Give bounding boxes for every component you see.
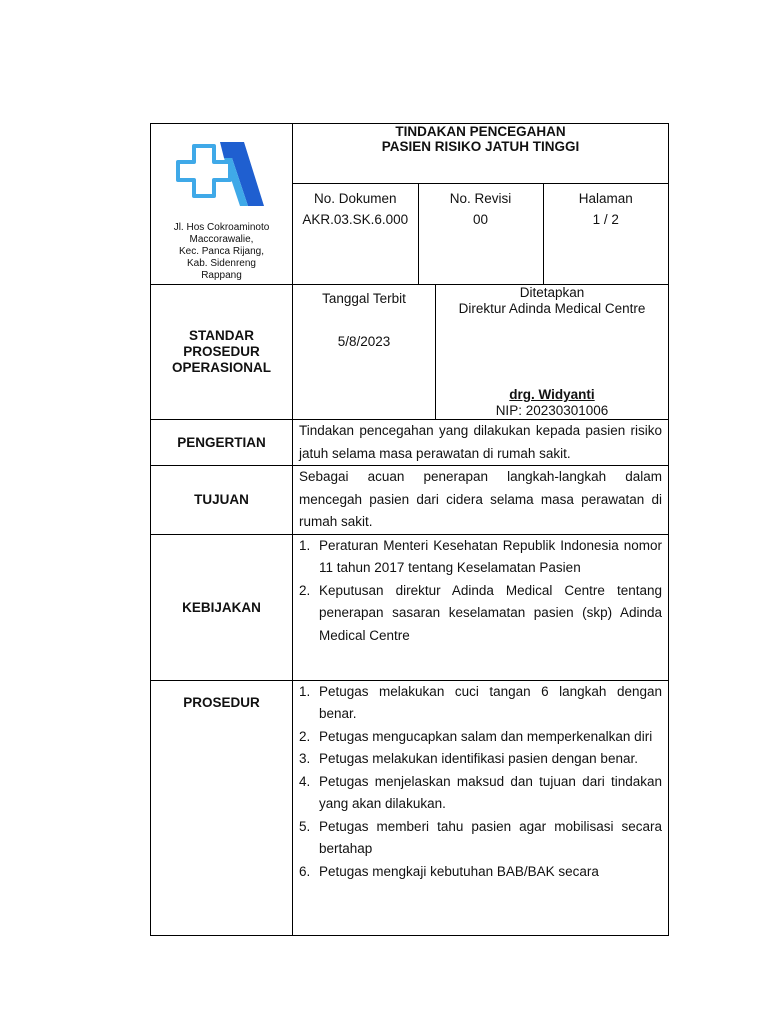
list-number: 6. [299,863,311,879]
address-line: Kec. Panca Rijang, [178,246,265,257]
list-text: Petugas mengkaji kebutuhan BAB/BAK secara [319,863,599,879]
sop-label-cell [151,285,293,420]
list-item [293,816,668,861]
address-line: Jl. Hos Cokroaminoto [173,222,270,233]
list-text: Petugas melakukan identifikasi pasien dengan benar. [319,751,638,766]
list-text: Petugas memberi tahu pasien agar mobilisasi secara bertahap [319,818,662,856]
list-number: 2. [299,582,311,598]
sop-document-table [150,123,669,936]
tujuan-text: Sebagai acuan penerapan langkah-langkah dalam mencegah pasien dari cidera selama masa perawatan di rumah sakit. [293,466,669,535]
kebijakan-label: KEBIJAKAN [151,534,293,680]
doc-number-cell [293,184,418,284]
signatory-nip: NIP: 20230301006 [495,403,609,418]
prosedur-label: PROSEDUR [151,680,293,935]
revision-label: No. Revisi [449,191,512,207]
issue-date-label: Tanggal Terbit [322,291,406,306]
page-label: Halaman [578,191,633,207]
signatory-name: drg. Widyanti [509,387,595,402]
sop-label-line: STANDAR [189,328,254,343]
address-line: Rappang [201,270,242,281]
prosedur-content [293,680,669,935]
approved-label: Ditetapkan [519,285,585,300]
logo-cell [151,124,293,285]
tujuan-label: TUJUAN [151,466,293,535]
list-text: Peraturan Menteri Kesehatan Republik Indonesia nomor 11 tahun 2017 tentang Keselamatan Pasien [319,537,662,575]
sop-label-line: OPERASIONAL [171,360,271,375]
hospital-logo [172,136,272,216]
list-text: Keputusan direktur Adinda Medical Centre tentang penerapan sasaran keselamatan pasien (skp) Adinda Medical Centre [319,582,662,643]
sop-label-line: PROSEDUR [183,344,260,359]
prosedur-list [293,681,668,884]
list-item [293,771,668,816]
list-number: 4. [299,773,311,789]
title-line: TINDAKAN PENCEGAHAN [395,124,566,139]
list-item [293,748,668,771]
list-item [293,681,668,726]
list-item [293,726,668,749]
doc-number-value: AKR.03.SK.6.000 [302,212,409,228]
page-value: 1 / 2 [592,212,619,228]
address-line: Maccorawalie, [189,234,254,245]
list-number: 1. [299,537,311,553]
list-text: Petugas melakukan cuci tangan 6 langkah dengan benar. [319,683,662,721]
issue-date-cell [293,285,436,419]
doc-number-label: No. Dokumen [313,191,397,207]
pengertian-label: PENGERTIAN [151,420,293,466]
list-item [293,535,668,580]
header-inner [293,124,668,284]
title-line: PASIEN RISIKO JATUH TINGGI [381,139,580,154]
revision-cell [418,184,543,284]
list-text: Petugas menjelaskan maksud dan tujuan dari tindakan yang akan dilakukan. [319,773,662,811]
list-number: 3. [299,751,311,766]
list-number: 2. [299,728,311,744]
header-right [293,124,669,285]
document-title [293,124,668,184]
issue-date-value: 5/8/2023 [337,334,391,349]
list-item [293,861,668,884]
pengertian-text: Tindakan pencegahan yang dilakukan kepada pasien risiko jatuh selama masa perawatan di rumah sakit. [293,420,669,466]
list-number: 5. [299,818,311,834]
list-text: Petugas mengucapkan salam dan memperkenalkan diri [319,728,653,744]
page-cell [543,184,668,284]
address-line: Kab. Sidenreng [187,258,256,269]
kebijakan-content [293,534,669,680]
hospital-address [157,222,286,282]
approval-cell [436,285,669,419]
sop-inner [293,285,668,419]
sop-right [293,285,669,420]
kebijakan-list [293,535,668,648]
list-item [293,580,668,648]
list-number: 1. [299,683,311,699]
approved-by: Direktur Adinda Medical Centre [458,301,646,316]
revision-value: 00 [472,212,489,228]
